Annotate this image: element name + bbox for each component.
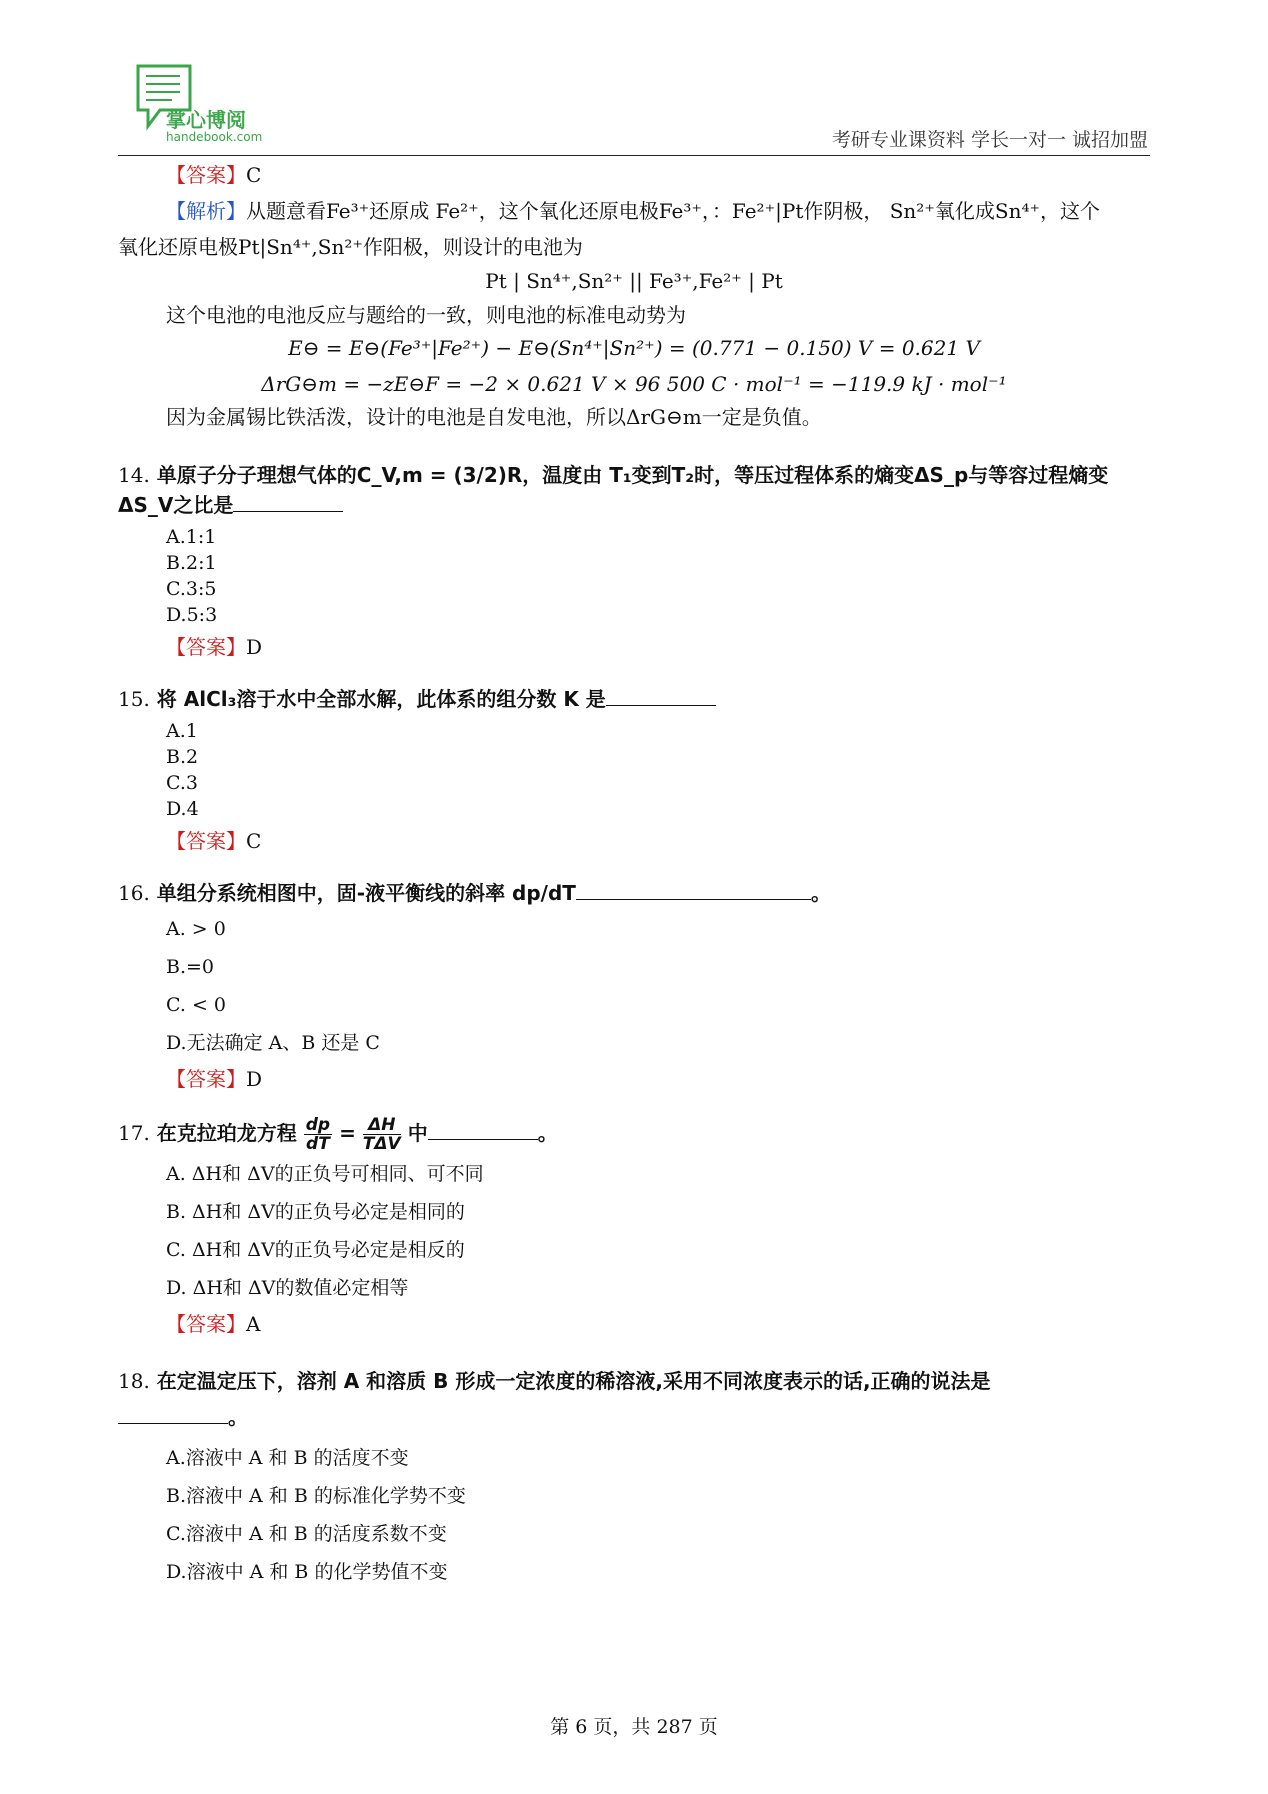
frac-denominator: dT (306, 1134, 330, 1154)
options-17 (118, 1155, 1150, 1307)
answer-blank (233, 493, 343, 512)
answer-blank (428, 1121, 538, 1140)
option: B.2:1 (166, 552, 217, 574)
question-stem: 单原子分子理想气体的C_V,m = (3/2)R，温度由 T₁变到T₂时，等压过程体系的熵变ΔS_p与等容过程熵变ΔS_V之比是 (118, 463, 1109, 517)
cell-notation: Pt | Sn⁴⁺,Sn²⁺ || Fe³⁺,Fe²⁺ | Pt (485, 269, 783, 293)
option: B.2 (166, 746, 199, 768)
analysis-line-4: 因为金属锡比铁活泼，设计的电池是自发电池，所以ΔrG⊖m一定是负值。 (166, 405, 822, 429)
question-number: 16. (118, 881, 150, 905)
frac-numerator: dp (305, 1115, 331, 1135)
answer-16 (118, 1064, 1150, 1094)
logo-text: 掌心博阅 (166, 108, 246, 132)
frac-numerator: ΔH (363, 1116, 401, 1135)
frac-denominator: TΔV (362, 1134, 401, 1154)
question-stem: 单组分系统相图中，固-液平衡线的斜率 dp/dT (156, 881, 576, 905)
question-number: 17. (118, 1121, 150, 1145)
prev-answer (118, 160, 1150, 190)
option: D.溶液中 A 和 B 的化学势值不变 (166, 1561, 448, 1583)
formula-gibbs: ΔrG⊖m = −zE⊖F = −2 × 0.621 V × 96 500 C · mol⁻¹ = −119.9 kJ · mol⁻¹ (261, 372, 1007, 396)
fraction-dp-dt (304, 1116, 332, 1153)
answer-15 (118, 826, 1150, 856)
option: B. ΔH和 ΔV的正负号必定是相同的 (166, 1201, 465, 1223)
question-number: 18. (118, 1369, 150, 1393)
question-stem: 在克拉珀龙方程 (156, 1121, 297, 1145)
option: C.3 (166, 772, 198, 794)
question-15 (118, 684, 1150, 714)
option: B.溶液中 A 和 B 的标准化学势不变 (166, 1485, 466, 1507)
question-18 (118, 1363, 1150, 1435)
answer-17 (118, 1309, 1150, 1339)
option: C. ΔH和 ΔV的正负号必定是相反的 (166, 1239, 465, 1261)
analysis-line-2: 氧化还原电极Pt|Sn⁴⁺,Sn²⁺作阳极，则设计的电池为 (118, 235, 583, 259)
option: D.5:3 (166, 604, 218, 626)
question-stem-post: 中 (407, 1121, 428, 1145)
option: D.4 (166, 798, 199, 820)
fraction-dh-tdv (363, 1116, 401, 1153)
question-17 (118, 1116, 1150, 1153)
question-16 (118, 878, 1150, 908)
analysis-line-1: 从题意看Fe³⁺还原成 Fe²⁺，这个氧化还原电极Fe³⁺，：Fe²⁺|Pt作阴极， Sn²⁺氧化成Sn⁴⁺，这个 (246, 199, 1101, 223)
option: A.溶液中 A 和 B 的活度不变 (166, 1447, 409, 1469)
answer-blank (576, 881, 811, 900)
answer-label: 【答案】 (166, 635, 246, 659)
option: A.1 (166, 720, 198, 742)
equals-sign: = (339, 1121, 356, 1145)
option: C. < 0 (166, 994, 226, 1016)
option: D. ΔH和 ΔV的数值必定相等 (166, 1277, 409, 1299)
option: C.溶液中 A 和 B 的活度系数不变 (166, 1523, 447, 1545)
answer-blank (606, 687, 716, 706)
question-number: 15. (118, 687, 150, 711)
question-tail: 。 (810, 881, 831, 905)
question-stem: 在定温定压下，溶剂 A 和溶质 B 形成一定浓度的稀溶液,采用不同浓度表示的话,正确的说法是 (156, 1369, 991, 1393)
question-14 (118, 460, 1150, 520)
analysis (118, 196, 1150, 226)
question-number: 14. (118, 463, 150, 487)
page-content (118, 160, 1150, 1591)
answer-value: D (246, 635, 263, 659)
header-tagline: 考研专业课资料 学长一对一 诚招加盟 (831, 129, 1148, 151)
header-divider (118, 155, 1150, 156)
option: A. ΔH和 ΔV的正负号可相同、可不同 (166, 1163, 484, 1185)
options-15 (118, 718, 1150, 822)
analysis-label: 【解析】 (166, 199, 246, 223)
option: D.无法确定 A、B 还是 C (166, 1032, 380, 1054)
formula-emf: E⊖ = E⊖(Fe³⁺|Fe²⁺) − E⊖(Sn⁴⁺|Sn²⁺) = (0.771 − 0.150) V = 0.621 V (288, 336, 980, 360)
answer-label: 【答案】 (166, 163, 246, 187)
question-tail: 。 (228, 1405, 248, 1429)
option: B.=0 (166, 956, 215, 978)
answer-label: 【答案】 (166, 1312, 246, 1336)
analysis-line-3: 这个电池的电池反应与题给的一致，则电池的标准电动势为 (166, 303, 686, 327)
answer-value: D (246, 1067, 263, 1091)
options-14 (118, 524, 1150, 628)
answer-label: 【答案】 (166, 1067, 246, 1091)
logo (136, 62, 276, 152)
answer-value: C (246, 829, 262, 853)
option: A.1:1 (166, 526, 217, 548)
option: C.3:5 (166, 578, 217, 600)
page-footer: 第 6 页，共 287 页 (550, 1716, 718, 1738)
answer-14 (118, 632, 1150, 662)
options-16 (118, 910, 1150, 1062)
answer-value: C (246, 163, 262, 187)
options-18 (118, 1439, 1150, 1591)
question-stem: 将 AlCl₃溶于水中全部水解，此体系的组分数 K 是 (156, 687, 606, 711)
answer-value: A (246, 1312, 261, 1336)
logo-url: handebook.com (166, 130, 263, 144)
answer-blank (118, 1405, 228, 1424)
option: A. > 0 (166, 918, 226, 940)
question-tail: 。 (537, 1121, 558, 1145)
answer-label: 【答案】 (166, 829, 246, 853)
